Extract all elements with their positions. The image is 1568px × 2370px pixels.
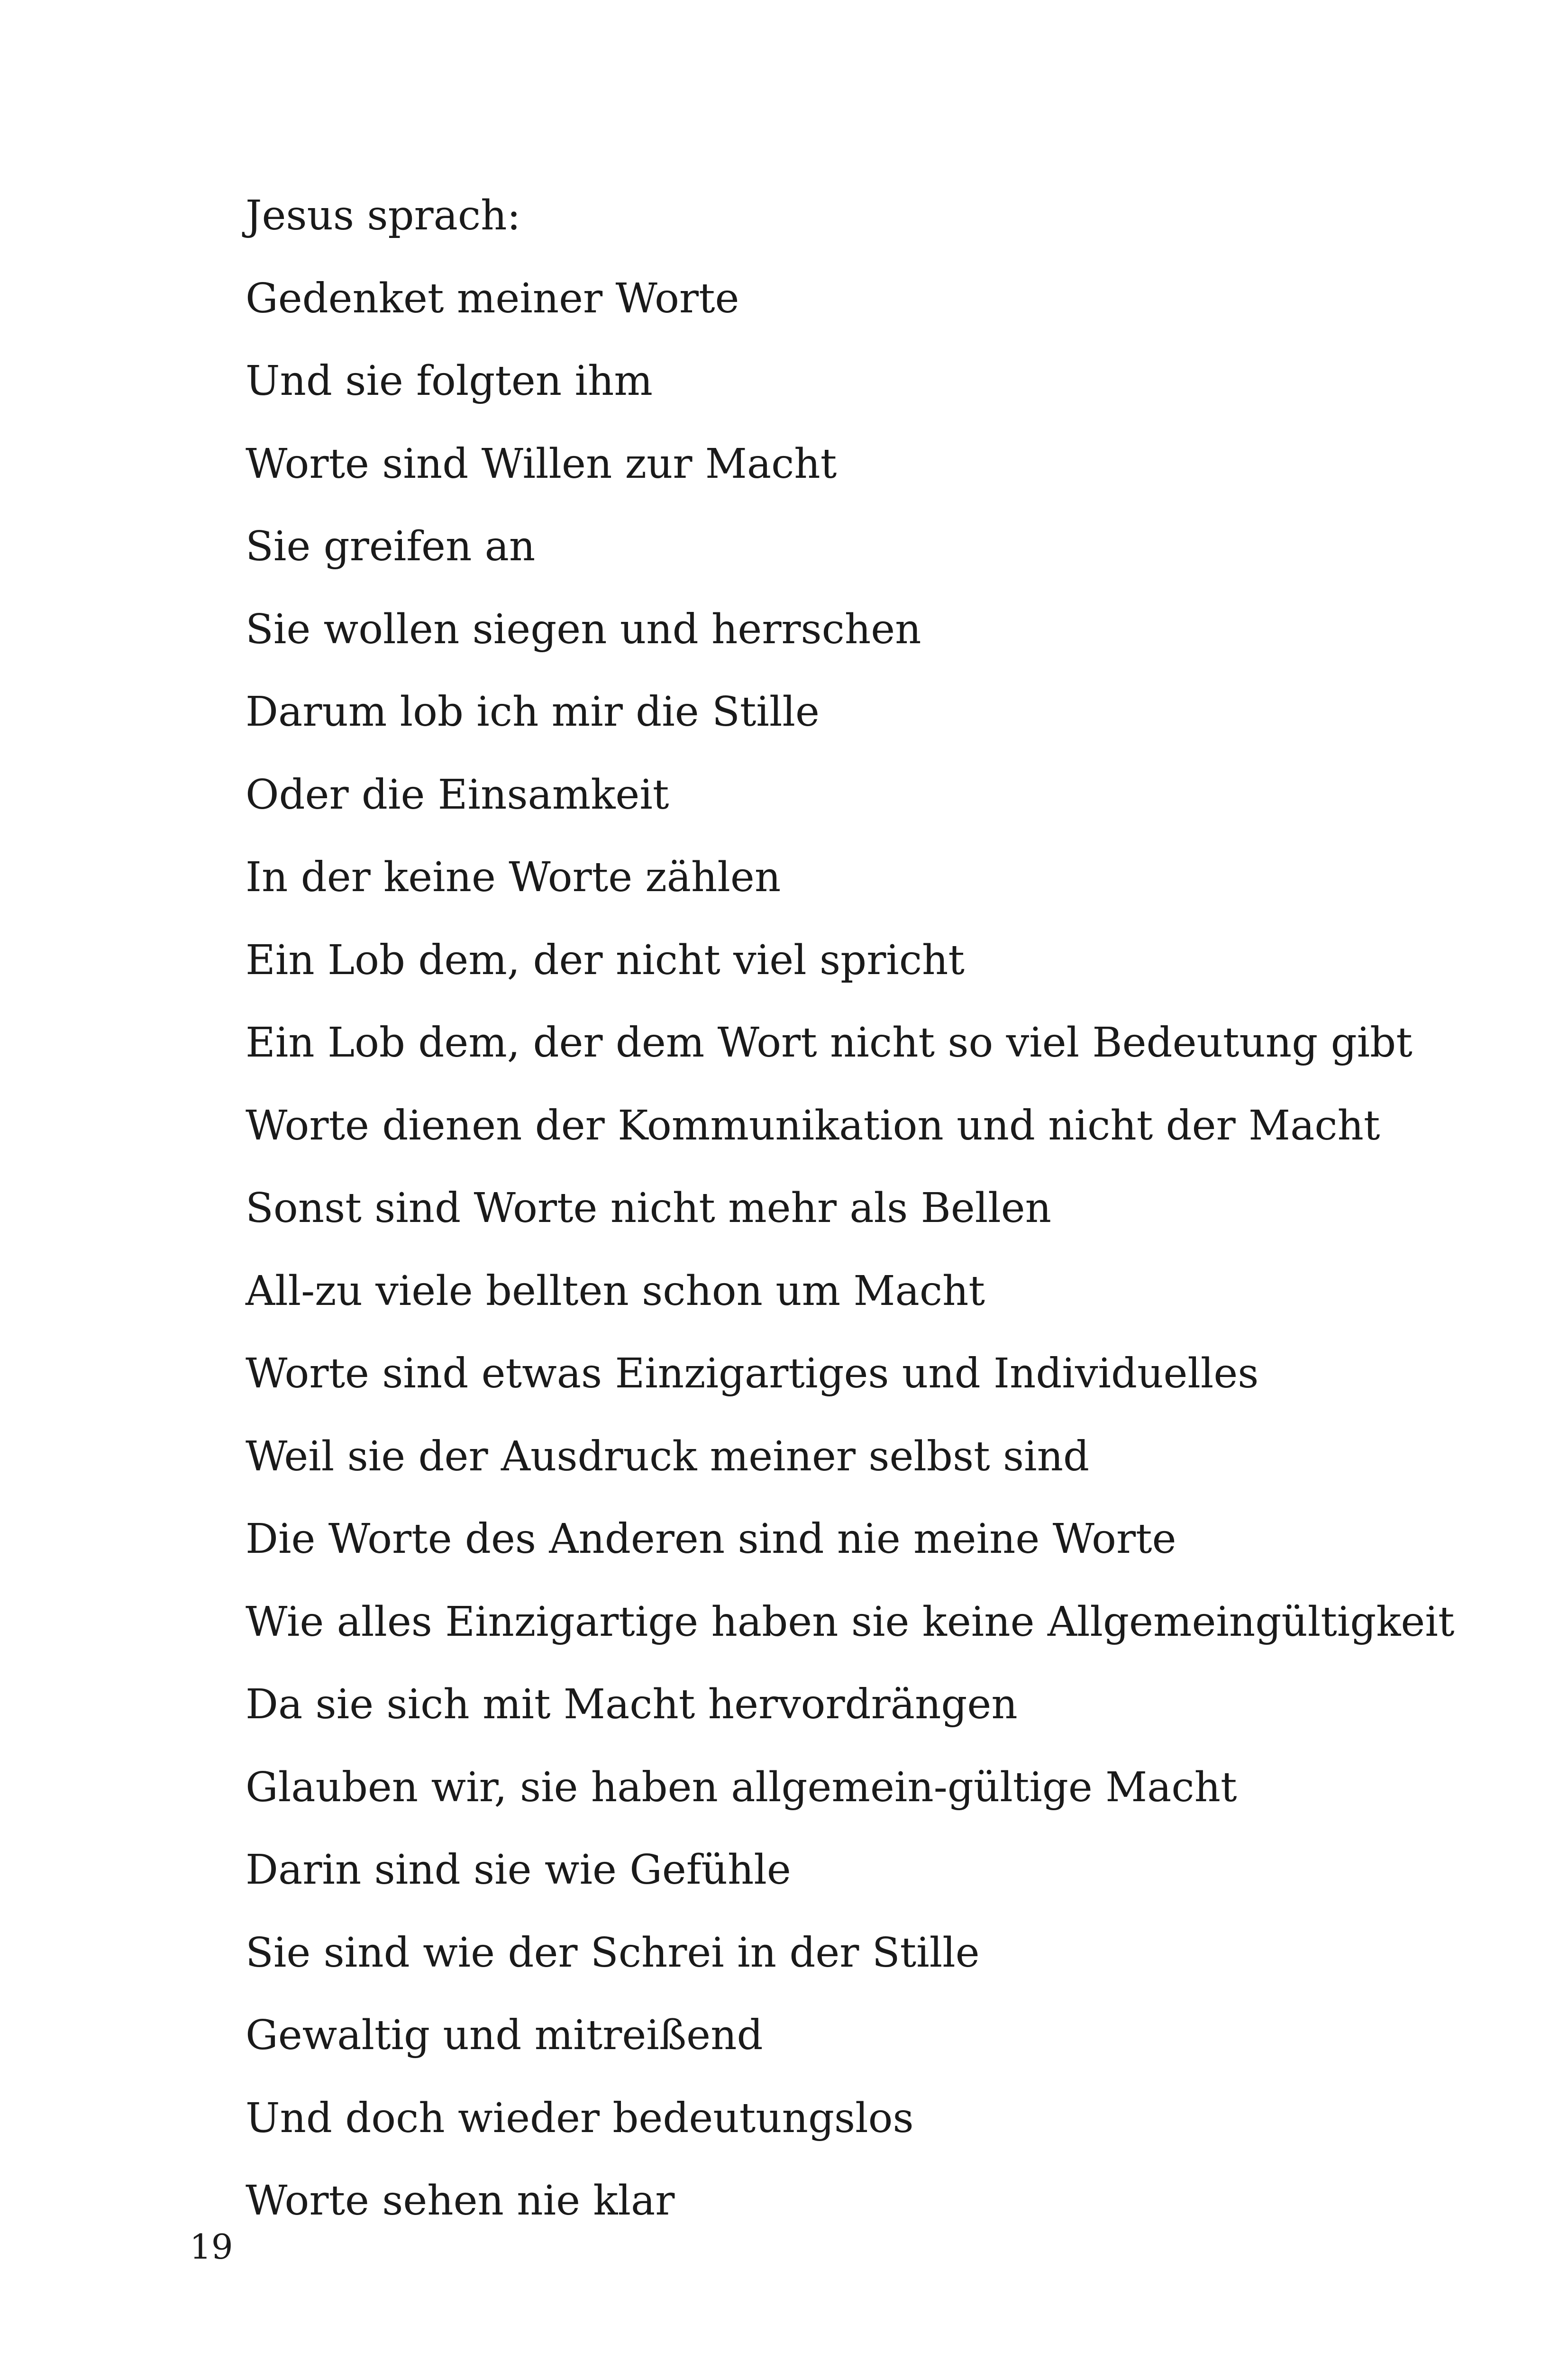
poem-line: Worte sind etwas Einzigartiges und Individuelles [246, 1350, 1259, 1397]
poem-line: Da sie sich mit Macht hervordrängen [246, 1681, 1018, 1728]
poem-line: Ein Lob dem, der nicht viel spricht [246, 936, 965, 984]
poem-line: Worte sind Willen zur Macht [246, 440, 837, 488]
poem-line: Gewaltig und mitreißend [246, 2012, 763, 2059]
poem-line: Darum lob ich mir die Stille [246, 688, 820, 736]
poem-line: Jesus sprach: [246, 192, 521, 239]
poem-line: Sie greifen an [246, 523, 536, 570]
poem-text [246, 182, 1455, 2251]
poem-line: Und sie folgten ihm [246, 357, 653, 405]
poem-line: Sie sind wie der Schrei in der Stille [246, 1929, 980, 1977]
poem-line: Worte sehen nie klar [246, 2177, 675, 2224]
poem-line: Gedenket meiner Worte [246, 274, 739, 322]
poem-line: Worte dienen der Kommunikation und nicht der Macht [246, 1102, 1380, 1149]
poem-line: Glauben wir, sie haben allgemein-gültige Macht [246, 1763, 1237, 1811]
poem-line: All-zu viele bellten schon um Macht [246, 1267, 985, 1315]
poem-line: In der keine Worte zählen [246, 854, 781, 901]
page-number: 19 [190, 2227, 233, 2267]
poem-line: Weil sie der Ausdruck meiner selbst sind [246, 1432, 1090, 1480]
poem-line: Darin sind sie wie Gefühle [246, 1846, 791, 1894]
poem-line: Sonst sind Worte nicht mehr als Bellen [246, 1185, 1052, 1232]
poem-line: Und doch wieder bedeutungslos [246, 2094, 914, 2142]
poem-line: Sie wollen siegen und herrschen [246, 605, 921, 653]
poem-line: Oder die Einsamkeit [246, 771, 669, 819]
poem-line: Die Worte des Anderen sind nie meine Worte [246, 1515, 1176, 1563]
poem-line: Wie alles Einzigartige haben sie keine Allgemeingültigkeit [246, 1598, 1455, 1646]
poem-line: Ein Lob dem, der dem Wort nicht so viel Bedeutung gibt [246, 1019, 1413, 1066]
